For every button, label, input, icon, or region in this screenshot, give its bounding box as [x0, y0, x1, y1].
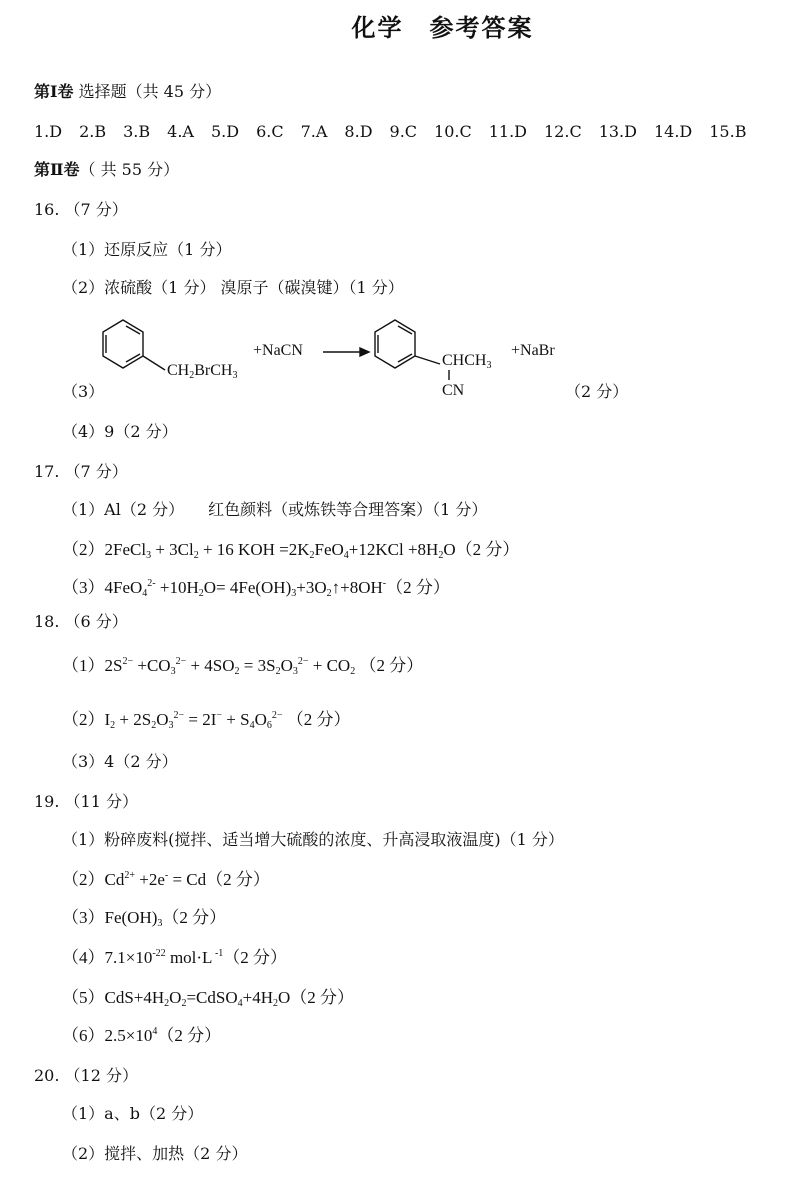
q20-answer-1: （1）a、b（2 分）	[62, 1104, 204, 1123]
q19-answer-1: （1）粉碎废料(搅拌、适当增大硫酸的浓度、升高浸取液温度)（1 分）	[62, 830, 564, 849]
q17-heading: 17. （7 分）	[34, 462, 128, 481]
choice-answer: 2.B	[79, 122, 107, 141]
q19-heading: 19. （11 分）	[34, 792, 138, 811]
part1-heading	[34, 82, 221, 102]
choice-answer: 4.A	[167, 122, 194, 141]
part2-heading-text: （ 共 55 分）	[79, 160, 180, 179]
choice-answer: 5.D	[210, 122, 240, 141]
q17-answer-3: $(3)4FeO_4^{2-} +10H_2O=$ $4Fe(OH)_3+3O_2↑+8OH^-(2$ 分）	[62, 578, 450, 599]
choice-answer: 9.C	[389, 122, 418, 141]
q16-answer-3-score: （2 分）	[565, 382, 629, 401]
choice-answer: 13.D	[598, 122, 637, 141]
q20-answer-2: （2）搅拌、加热（2 分）	[62, 1144, 248, 1163]
byproduct-nabr: +NaBr	[511, 342, 555, 359]
product-side-chain: $CHCH_3$	[442, 352, 492, 371]
choice-answer: 15.B	[709, 122, 747, 141]
q19-answer-4: $(4)7.1\times 10^{-22}$ mol·L $^{-1}$（2 分）	[62, 948, 288, 967]
choice-answer: 7.A	[300, 122, 328, 141]
q20-heading: 20. （12 分）	[34, 1066, 138, 1085]
q18-answer-1: $(1)2S^{2-} +CO_3^{2-} + 4SO_2 = 3S_2O_3^{2-} + CO_2$ （2 分）	[62, 656, 424, 677]
part1-heading-label: 第Ⅰ卷	[34, 82, 74, 101]
choice-answer: 8.D	[344, 122, 373, 141]
product-cyano-group: CN	[442, 382, 465, 399]
q16-answer-3-label: （3）	[62, 382, 105, 401]
q16-answer-2: （2）浓硫酸（1 分） 溴原子（碳溴键）（1 分）	[62, 278, 404, 297]
q16-reaction-equation	[95, 312, 615, 407]
choice-answers-row	[34, 122, 746, 142]
reactant-side-chain: $CH_2BrCH_3$	[167, 362, 238, 381]
choice-answer: 1.D	[34, 122, 63, 141]
part1-heading-text: 选择题（共 45 分）	[73, 82, 222, 101]
q16-answer-4: （4）9（2 分）	[62, 422, 178, 441]
q19-answer-2: $(2)Cd^{2+} +2e^- = Cd(2$ 分）	[62, 870, 270, 889]
q18-answer-3: （3）4（2 分）	[62, 752, 178, 771]
choice-answer: 12.C	[544, 122, 582, 141]
q19-answer-5: $(5)CdS+4H_2O_2=CdSO_4+4H_2O(2$ 分）	[62, 988, 355, 1009]
q17-answer-2: （2）2FeCl$_3$ + $3Cl_2 + 16$ KOH $=2K_2FeO_4+12KCl +8H_2O(2$ 分）	[62, 540, 520, 561]
part2-heading	[34, 160, 179, 180]
choice-answer: 3.B	[123, 122, 151, 141]
choice-answer: 10.C	[434, 122, 472, 141]
page-title: 化学 参考答案	[351, 13, 534, 42]
q16-answer-1: （1）还原反应（1 分）	[62, 240, 232, 259]
choice-answer: 11.D	[488, 122, 527, 141]
q19-answer-6: $(6)2.5\times 10^4(2$ 分）	[62, 1026, 222, 1045]
part2-heading-label: 第Ⅱ卷	[34, 160, 80, 179]
q19-answer-3: $(3)Fe(OH)_3(2$ 分）	[62, 908, 227, 929]
reagent-nacn: +NaCN	[253, 342, 303, 359]
choice-answer: 6.C	[256, 122, 284, 141]
choice-answer: 14.D	[653, 122, 693, 141]
q18-heading: 18. （6 分）	[34, 612, 128, 631]
q16-heading: 16. （7 分）	[34, 200, 128, 219]
q17-answer-1: （1）Al（2 分） 红色颜料（或炼铁等合理答案）（1 分）	[62, 500, 488, 519]
q18-answer-2: $(2)I_2 + 2S_2O_3^{2-} = 2I^- + S_4O_6^{2-}$ （2 分）	[62, 710, 351, 731]
